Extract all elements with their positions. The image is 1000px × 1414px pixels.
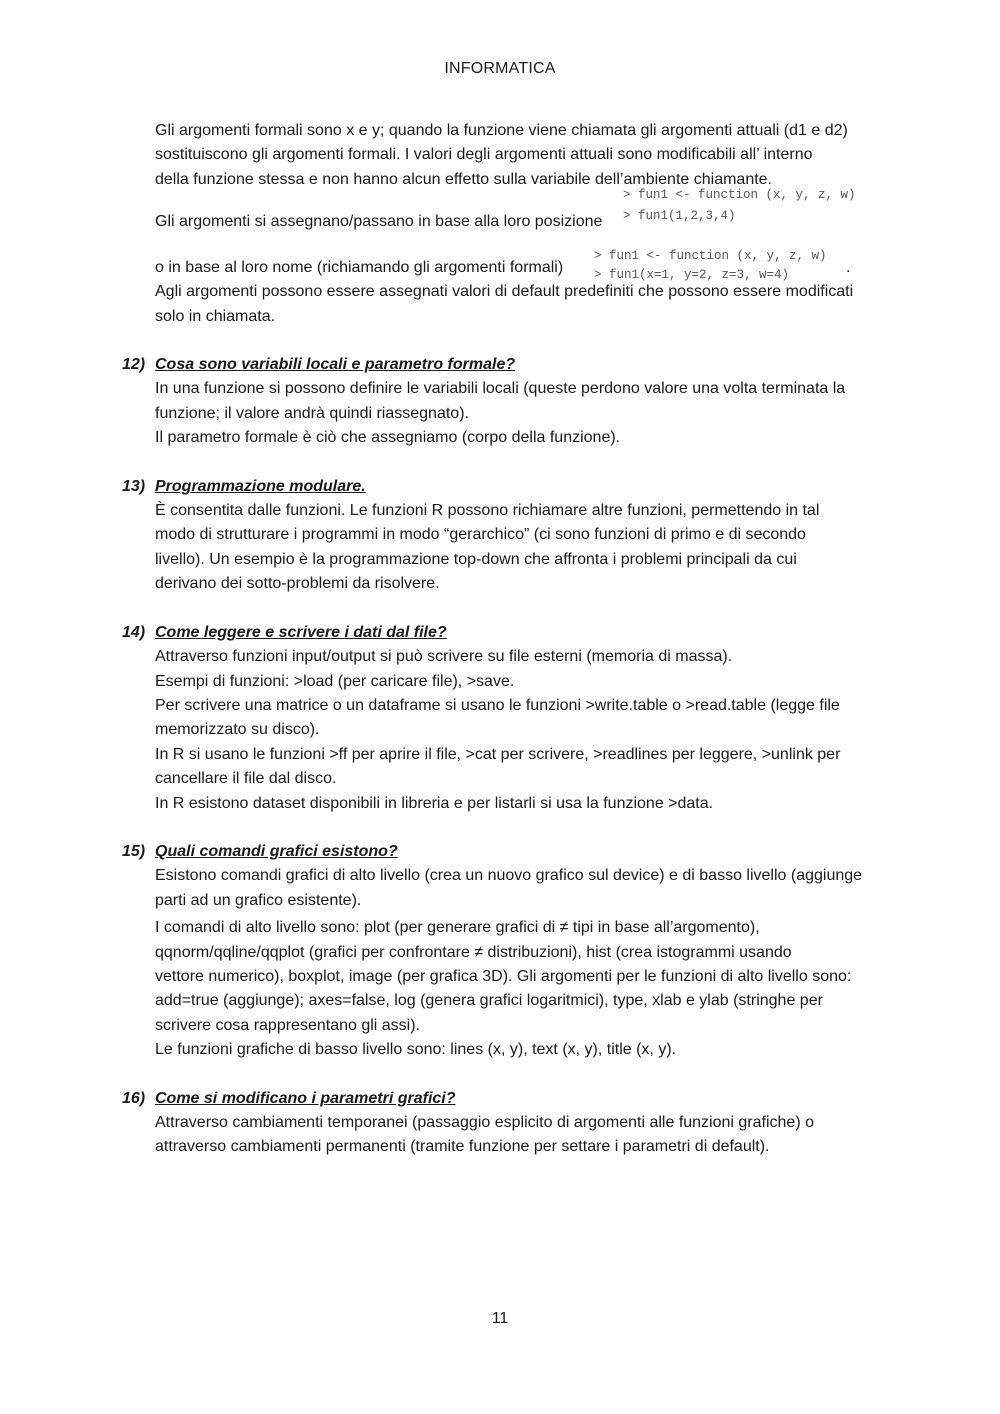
code-snippet: > fun1 <- function (x, y, z, w) (623, 188, 856, 203)
paragraph-line: cancellare il file dal disco. (155, 770, 337, 788)
question-section (122, 475, 915, 597)
question-title: Programmazione modulare. (155, 477, 366, 495)
paragraph-line: vettore numerico), boxplot, image (per grafica 3D). Gli argomenti per le funzioni di alto livello sono: (155, 967, 852, 985)
question-title: Quali comandi grafici esistono? (155, 842, 398, 860)
paragraph-line: Esistono comandi grafici di alto livello (crea un nuovo grafico sul device) e di basso livello (aggiunge (155, 867, 863, 885)
question-title: Come leggere e scrivere i dati dal file? (155, 623, 447, 641)
paragraph-line: funzione; il valore andrà quindi riassegnato). (155, 404, 469, 422)
paragraph-line: scrivere cosa rappresentano gli assi). (155, 1016, 421, 1034)
paragraph-line: Gli argomenti formali sono x e y; quando la funzione viene chiamata gli argomenti attuali (d1 e d2) (155, 122, 848, 139)
code-snippet: > fun1(1,2,3,4) (623, 209, 736, 224)
paragraph-line: In R esistono dataset disponibili in libreria e per listarli si usa la funzione >data. (155, 794, 714, 812)
question-number: 12) (122, 356, 146, 374)
paragraph-line: o in base al loro nome (richiamando gli argomenti formali) (155, 259, 564, 277)
paragraph-line: Per scrivere una matrice o un dataframe si usano le funzioni >write.table o >read.table (legge file (155, 696, 840, 714)
question-title: Cosa sono variabili locali e parametro formale? (155, 356, 516, 374)
paragraph-line: della funzione stessa e non hanno alcun effetto sulla variabile dell’ambiente chiamante. (155, 170, 772, 188)
period-mark: . (846, 259, 851, 277)
paragraph-line: Attraverso cambiamenti temporanei (passaggio esplicito di argomenti alle funzioni grafiche) o (155, 1114, 814, 1131)
page-header: INFORMATICA (444, 60, 556, 77)
paragraph-line: In una funzione si possono definire le variabili locali (queste perdono valore una volta terminata la (155, 380, 846, 398)
code-snippet: > fun1(x=1, y=2, z=3, w=4) (594, 268, 790, 283)
question-section (122, 840, 915, 1063)
question-number: 14) (122, 623, 146, 641)
paragraph-line: livello). Un esempio è la programmazione top-down che affronta i problemi principali da cui (155, 550, 797, 568)
paragraph-line: derivano dei sotto-problemi da risolvere. (155, 575, 440, 593)
paragraph-line: parti ad un grafico esistente). (155, 891, 362, 909)
question-number: 15) (122, 842, 146, 860)
paragraph-line: modo di strutturare i programmi in modo “gerarchico” (ci sono funzioni di primo e di secondo (155, 526, 806, 544)
paragraph-line: add=true (aggiunge); axes=false, log (genera grafici logaritmici), type, xlab e ylab (stringhe per (155, 992, 823, 1010)
paragraph-line: solo in chiamata. (155, 307, 276, 325)
question-number: 16) (122, 1089, 146, 1107)
paragraph-line: Il parametro formale è ciò che assegniamo (corpo della funzione). (155, 429, 621, 447)
paragraph-line: In R si usano le funzioni >ff per aprire il file, >cat per scrivere, >readlines per leggere, >unlink per (155, 745, 841, 763)
paragraph-line: qqnorm/qqline/qqplot (grafici per confrontare ≠ distribuzioni), hist (crea istogrammi usando (155, 943, 792, 961)
paragraph-line: Agli argomenti possono essere assegnati valori di default predefiniti che possono essere modificati (155, 283, 854, 301)
paragraph-line: attraverso cambiamenti permanenti (tramite funzione per settare i parametri di default). (155, 1138, 770, 1156)
paragraph-line: Gli argomenti si assegnano/passano in base alla loro posizione (155, 213, 603, 231)
paragraph-line: memorizzato su disco). (155, 721, 320, 739)
page-content (122, 119, 915, 1160)
question-number: 13) (122, 477, 146, 495)
paragraph-line: I comandi di alto livello sono: plot (per generare grafici di ≠ tipi in base all’argomento), (155, 919, 760, 937)
question-section (122, 621, 915, 816)
positional-args-row (155, 188, 915, 240)
code-snippet: > fun1 <- function (x, y, z, w) (594, 249, 827, 264)
paragraph-line: Le funzioni grafiche di basso livello sono: lines (x, y), text (x, y), title (x, y). (155, 1041, 677, 1059)
named-args-row (155, 240, 915, 283)
page-number: 11 (491, 1310, 509, 1327)
paragraph-line: È consentita dalle funzioni. Le funzioni R possono richiamare altre funzioni, permettendo in tal (155, 502, 820, 520)
paragraph-line: Esempi di funzioni: >load (per caricare file), >save. (155, 672, 515, 690)
intro-block (155, 119, 915, 329)
question-title: Come si modificano i parametri grafici? (155, 1089, 456, 1107)
question-section (122, 353, 915, 451)
paragraph-line: sostituiscono gli argomenti formali. I valori degli argomenti attuali sono modificabili all’ interno (155, 146, 813, 164)
question-section (122, 1087, 915, 1160)
paragraph-line: Attraverso funzioni input/output si può scrivere su file esterni (memoria di massa). (155, 648, 733, 666)
